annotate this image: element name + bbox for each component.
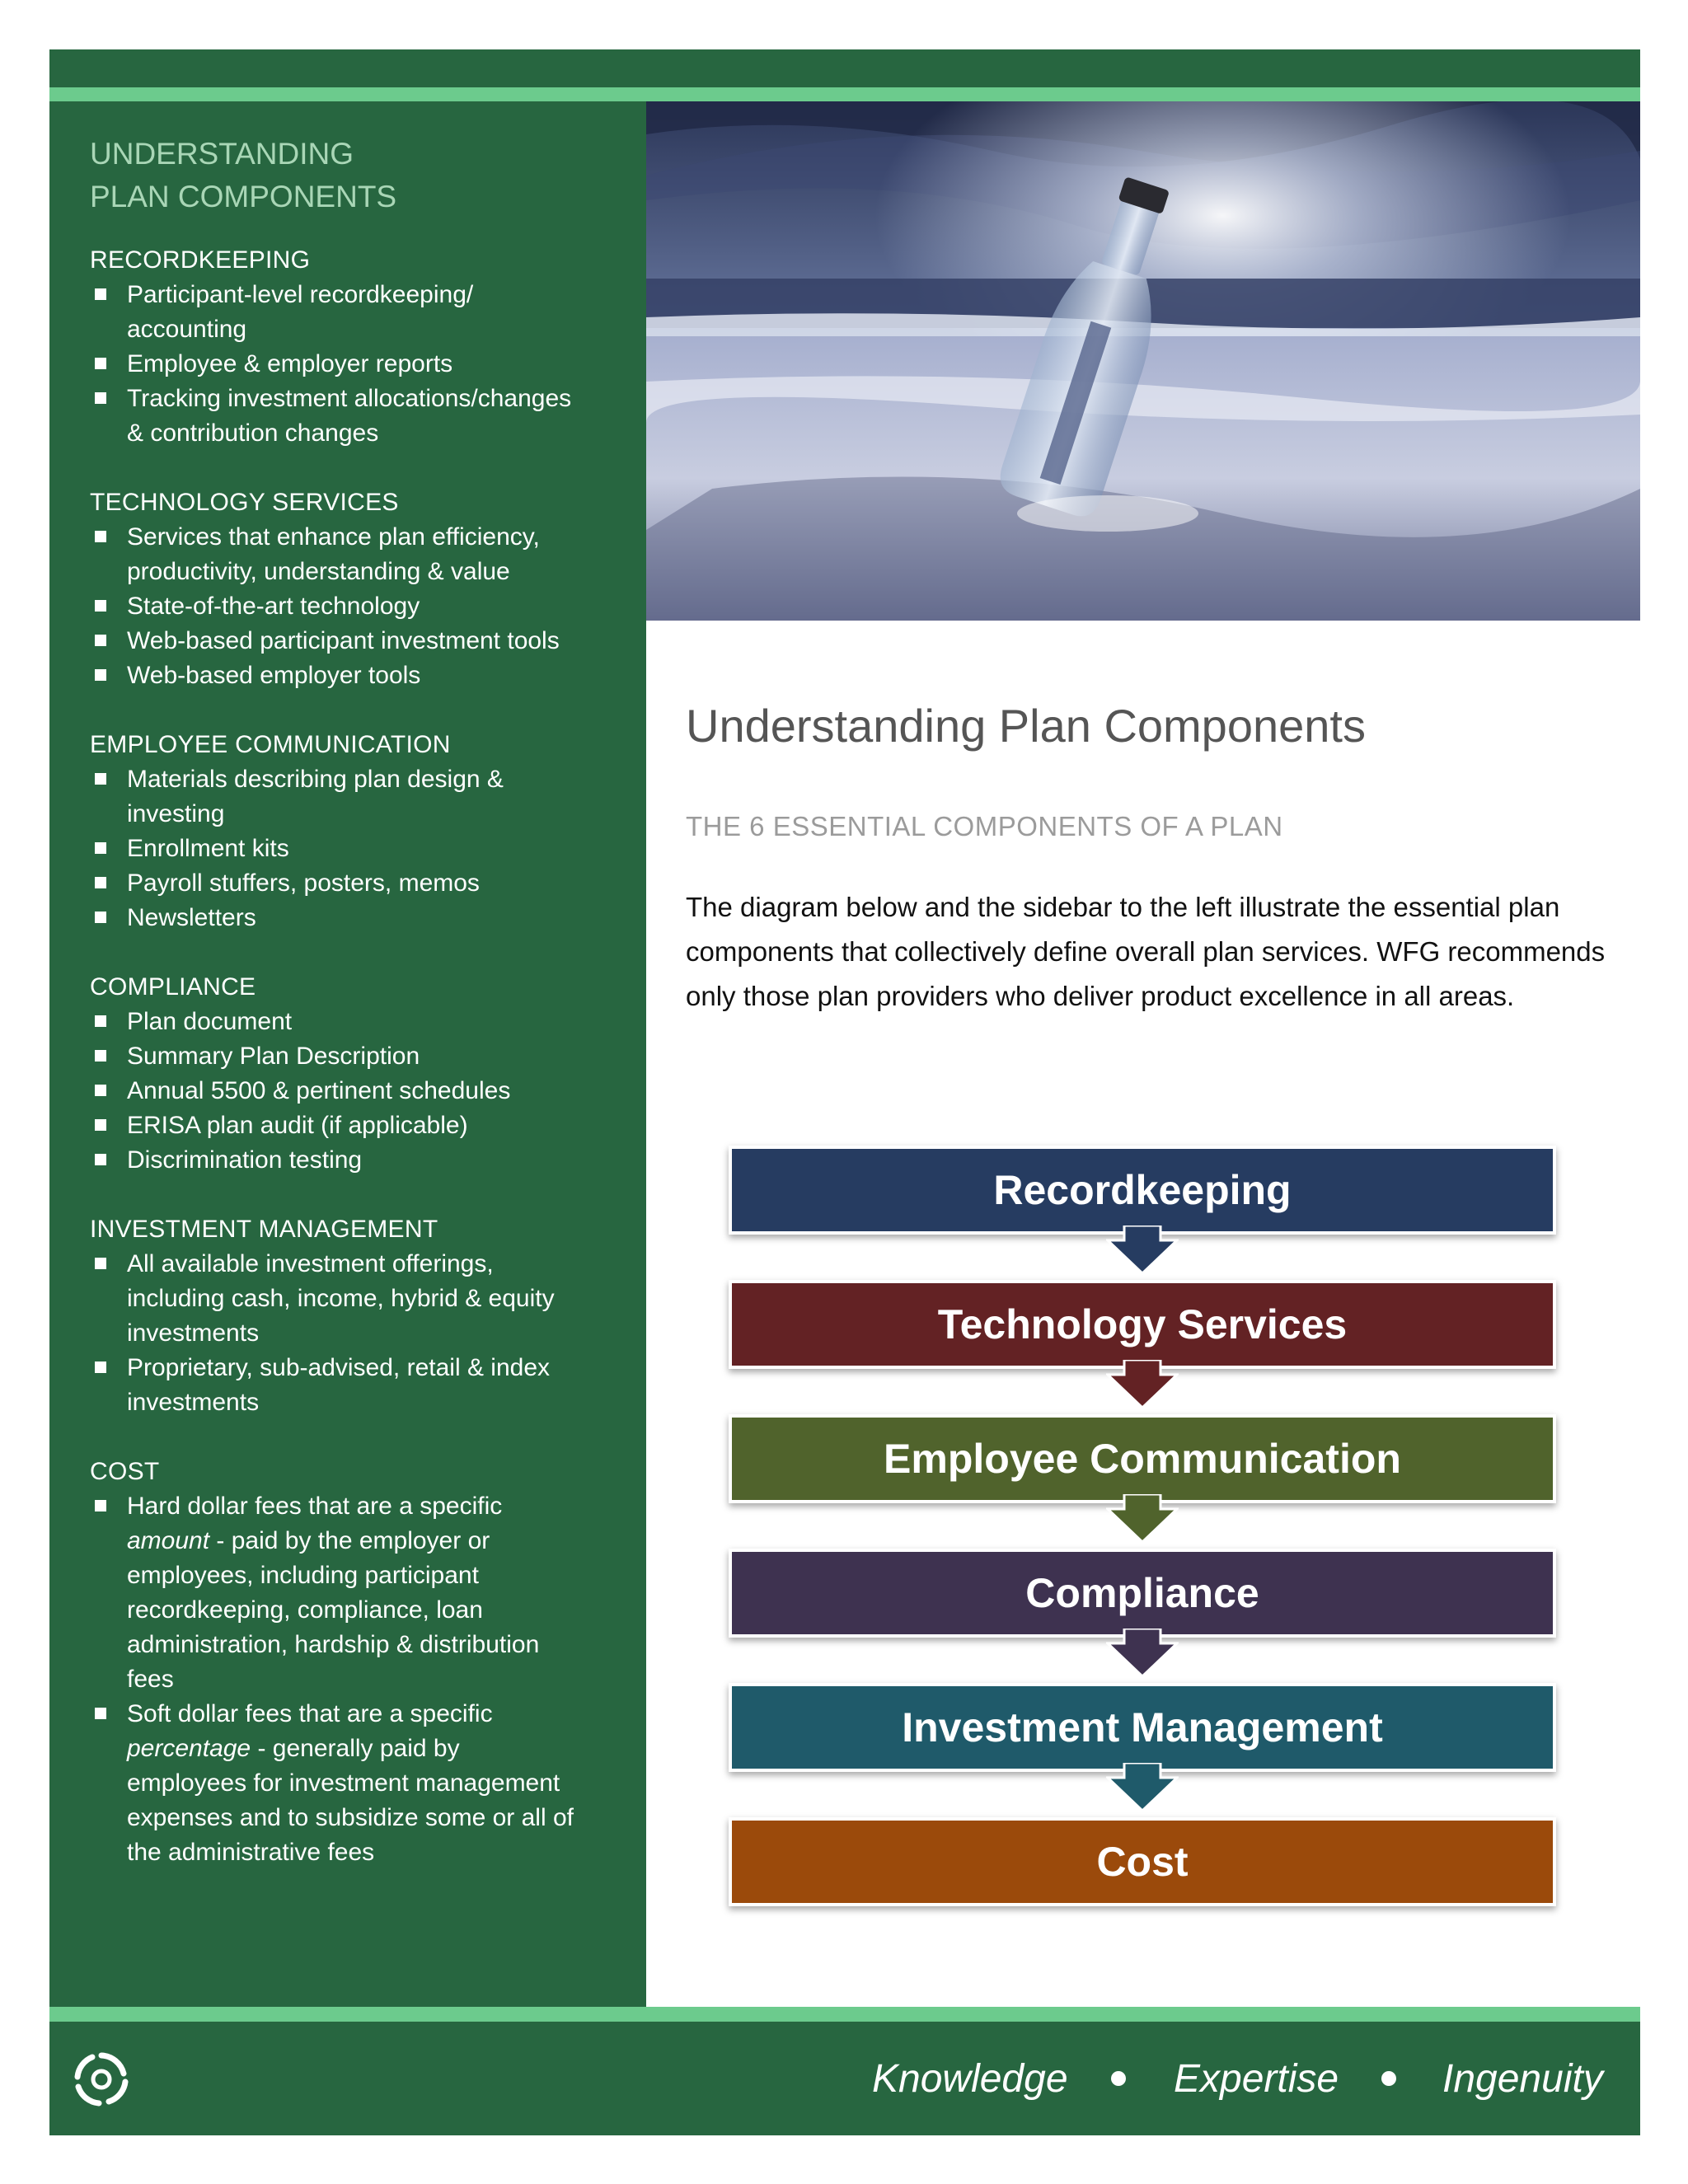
page-subtitle: THE 6 ESSENTIAL COMPONENTS OF A PLAN xyxy=(686,811,1283,841)
tagline-ingenuity: Ingenuity xyxy=(1442,2057,1603,2101)
sidebar-section xyxy=(90,1212,613,1420)
tagline-expertise: Expertise xyxy=(1174,2057,1339,2101)
list-item-line: Participant-level recordkeeping/ xyxy=(127,281,474,308)
header-accent-stripe xyxy=(49,87,1640,101)
component-box: Investment Management xyxy=(729,1683,1556,1772)
square-bullet-icon xyxy=(95,877,106,888)
list-item xyxy=(90,832,613,866)
list-item-line: Materials describing plan design & xyxy=(127,766,504,793)
footer-bar xyxy=(49,2022,1640,2135)
list-item-line: expenses and to subsidize some or all of xyxy=(127,1804,574,1831)
list-item xyxy=(90,901,613,935)
square-bullet-icon xyxy=(95,358,106,369)
square-bullet-icon xyxy=(95,842,106,854)
list-item-line: employees for investment management xyxy=(127,1769,560,1797)
list-item-line xyxy=(127,1732,613,1766)
list-item-line: Hard dollar fees that are a specific xyxy=(127,1493,503,1520)
square-bullet-icon xyxy=(95,635,106,646)
square-bullet-icon xyxy=(95,1500,106,1511)
list-item xyxy=(90,520,613,589)
down-arrow-icon xyxy=(1106,1763,1179,1812)
component-box: Employee Communication xyxy=(729,1414,1556,1503)
square-bullet-icon xyxy=(95,669,106,681)
sidebar-section xyxy=(90,970,613,1178)
list-item-line: including cash, income, hybrid & equity xyxy=(127,1285,555,1312)
sidebar-title xyxy=(90,133,613,218)
section-heading: COST xyxy=(90,1458,160,1485)
sidebar-title-line: UNDERSTANDING xyxy=(90,137,354,171)
header-bar xyxy=(49,49,1640,87)
footer-accent-stripe xyxy=(49,2007,1640,2022)
page-title: Understanding Plan Components xyxy=(686,700,1366,752)
list-item xyxy=(90,762,613,832)
list-item xyxy=(90,866,613,901)
list-item-line: Web-based participant investment tools xyxy=(127,627,560,654)
list-item xyxy=(90,1351,613,1420)
list-item-text: - generally paid by xyxy=(251,1735,460,1762)
list-item-line xyxy=(127,1524,613,1558)
list-item-line: Web-based employer tools xyxy=(127,662,421,689)
list-item xyxy=(90,1247,613,1351)
sidebar-section xyxy=(90,485,613,693)
down-arrow-icon xyxy=(1106,1494,1179,1544)
list-item xyxy=(90,278,613,347)
list-item-line: Payroll stuffers, posters, memos xyxy=(127,869,480,897)
list-item-line: Proprietary, sub-advised, retail & index xyxy=(127,1354,551,1381)
square-bullet-icon xyxy=(95,392,106,404)
sidebar-title-line: PLAN COMPONENTS xyxy=(90,180,397,213)
down-arrow-icon xyxy=(1106,1629,1179,1678)
list-item xyxy=(90,1143,613,1178)
intro-paragraph: The diagram below and the sidebar to the left illustrate the essential plan components that collectively define overall plan services. WFG recommends only those plan providers who deliver product excellence in all areas. xyxy=(686,892,1606,1011)
component-box: Cost xyxy=(729,1817,1556,1906)
list-item-line: fees xyxy=(127,1666,174,1693)
list-item-line: Enrollment kits xyxy=(127,835,289,862)
section-heading: TECHNOLOGY SERVICES xyxy=(90,489,399,516)
list-item xyxy=(90,658,613,693)
list-item xyxy=(90,1039,613,1074)
list-item-text: - paid by the employer or xyxy=(209,1527,490,1554)
list-item-line: accounting xyxy=(127,316,247,343)
section-heading: EMPLOYEE COMMUNICATION xyxy=(90,731,451,758)
list-item-line: & contribution changes xyxy=(127,419,379,447)
list-item-line: administration, hardship & distribution xyxy=(127,1631,540,1658)
list-item-line: Summary Plan Description xyxy=(127,1043,420,1070)
list-item xyxy=(90,1074,613,1108)
list-item-line: recordkeeping, compliance, loan xyxy=(127,1596,483,1624)
list-item xyxy=(90,1489,613,1697)
list-item-line: Plan document xyxy=(127,1008,293,1035)
list-item xyxy=(90,1697,613,1870)
square-bullet-icon xyxy=(95,1119,106,1131)
list-item-line: investing xyxy=(127,800,225,827)
list-item xyxy=(90,624,613,658)
list-item-line: Newsletters xyxy=(127,904,256,931)
down-arrow-icon xyxy=(1106,1226,1179,1275)
tagline-separator xyxy=(1381,2071,1396,2086)
sidebar xyxy=(49,101,646,2007)
list-item-line: the administrative fees xyxy=(127,1839,375,1866)
list-item-line: Soft dollar fees that are a specific xyxy=(127,1700,493,1727)
list-item-line: productivity, understanding & value xyxy=(127,558,510,585)
list-item-line: Services that enhance plan efficiency, xyxy=(127,523,540,551)
section-heading: INVESTMENT MANAGEMENT xyxy=(90,1216,438,1243)
square-bullet-icon xyxy=(95,1154,106,1165)
tagline-knowledge: Knowledge xyxy=(872,2057,1068,2101)
component-box: Compliance xyxy=(729,1549,1556,1638)
list-item xyxy=(90,382,613,451)
list-item-line: Discrimination testing xyxy=(127,1146,363,1174)
square-bullet-icon xyxy=(95,1050,106,1062)
square-bullet-icon xyxy=(95,531,106,542)
square-bullet-icon xyxy=(95,600,106,612)
square-bullet-icon xyxy=(95,1708,106,1719)
list-item-line: State-of-the-art technology xyxy=(127,593,420,620)
square-bullet-icon xyxy=(95,1015,106,1027)
list-item xyxy=(90,589,613,624)
list-item-line: Employee & employer reports xyxy=(127,350,453,377)
list-item-line: employees, including participant xyxy=(127,1562,479,1589)
list-item-line: investments xyxy=(127,1319,260,1347)
emphasis-text: amount xyxy=(127,1527,210,1554)
list-item-line: All available investment offerings, xyxy=(127,1250,494,1277)
list-item-line: Tracking investment allocations/changes xyxy=(127,385,572,412)
square-bullet-icon xyxy=(95,1085,106,1096)
tagline-separator xyxy=(1111,2071,1126,2086)
list-item-line: Annual 5500 & pertinent schedules xyxy=(127,1077,511,1104)
swirl-logo-icon xyxy=(73,2050,130,2108)
plan-components-diagram xyxy=(729,1146,1556,1912)
sidebar-section xyxy=(90,728,613,935)
list-item-line: investments xyxy=(127,1389,260,1416)
square-bullet-icon xyxy=(95,912,106,923)
component-box: Recordkeeping xyxy=(729,1146,1556,1235)
bottle-on-beach-photo xyxy=(646,101,1640,621)
list-item xyxy=(90,347,613,382)
sidebar-sections xyxy=(90,243,613,1870)
section-heading: RECORDKEEPING xyxy=(90,246,311,274)
section-heading: COMPLIANCE xyxy=(90,973,256,1001)
square-bullet-icon xyxy=(95,773,106,785)
list-item xyxy=(90,1108,613,1143)
component-box: Technology Services xyxy=(729,1280,1556,1369)
sidebar-section xyxy=(90,243,613,451)
square-bullet-icon xyxy=(95,288,106,300)
list-item-line: ERISA plan audit (if applicable) xyxy=(127,1112,468,1139)
emphasis-text: percentage xyxy=(127,1735,251,1762)
down-arrow-icon xyxy=(1106,1360,1179,1409)
list-item xyxy=(90,1005,613,1039)
square-bullet-icon xyxy=(95,1361,106,1373)
square-bullet-icon xyxy=(95,1258,106,1269)
sidebar-section xyxy=(90,1455,613,1870)
